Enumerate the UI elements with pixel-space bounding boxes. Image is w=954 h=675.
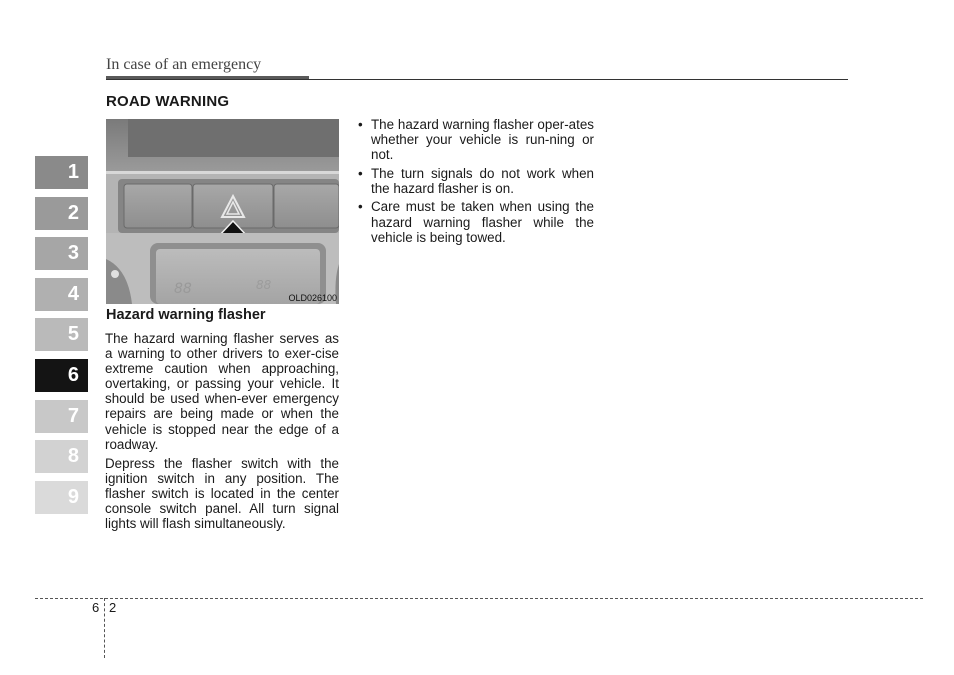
chapter-tab-6[interactable]: 6 [35, 359, 88, 392]
footer-vertical-divider [104, 598, 105, 658]
bullet-list [358, 117, 594, 248]
hazard-paragraph-2: Depress the flasher switch with the ignition switch in any position. The flasher switch is located in the center console switch panel. All turn signal lights will flash simultaneously. [105, 456, 339, 532]
chapter-tab-1[interactable]: 1 [35, 156, 88, 189]
chapter-tab-5[interactable]: 5 [35, 318, 88, 351]
footer-divider [35, 598, 923, 599]
bullet-text: The turn signals do not work when the hazard flasher is on. [371, 165, 594, 196]
bullet-text: Care must be taken when using the hazard warning flasher while the vehicle is being towed. [371, 199, 594, 245]
hazard-paragraph-1: The hazard warning flasher serves as a warning to other drivers to exer-cise extreme caution when approaching, overtaking, or passing your vehicle. It should be used when-ever emergency repairs are being made or when the vehicle is stopped near the edge of a roadway. [105, 331, 339, 452]
chapter-tab-2[interactable]: 2 [35, 197, 88, 230]
hazard-switch-photo [106, 119, 339, 304]
bullet-dot: • [358, 165, 363, 181]
console-illustration [106, 119, 339, 304]
hazard-subheading: Hazard warning flasher [106, 307, 266, 323]
chapter-tab-9[interactable]: 9 [35, 481, 88, 514]
header-title: In case of an emergency [106, 56, 262, 73]
bullet-item [358, 199, 594, 244]
chapter-tabs [35, 156, 88, 521]
page-number: 2 [109, 600, 117, 615]
chapter-tab-8[interactable]: 8 [35, 440, 88, 473]
page-section-number: 6 [92, 600, 100, 615]
bullet-item [358, 117, 594, 162]
bullet-dot: • [358, 199, 363, 215]
header-rule [106, 79, 848, 80]
svg-text:88: 88 [256, 278, 272, 292]
bullet-dot: • [358, 117, 363, 132]
bullet-item [358, 166, 594, 196]
svg-text:88: 88 [174, 281, 192, 297]
chapter-tab-7[interactable]: 7 [35, 400, 88, 433]
chapter-tab-4[interactable]: 4 [35, 278, 88, 311]
section-heading: ROAD WARNING [106, 93, 230, 110]
figure-code: OLD026100 [288, 293, 337, 303]
chapter-tab-3[interactable]: 3 [35, 237, 88, 270]
bullet-text: The hazard warning flasher oper-ates whether your vehicle is run-ning or not. [371, 117, 594, 163]
